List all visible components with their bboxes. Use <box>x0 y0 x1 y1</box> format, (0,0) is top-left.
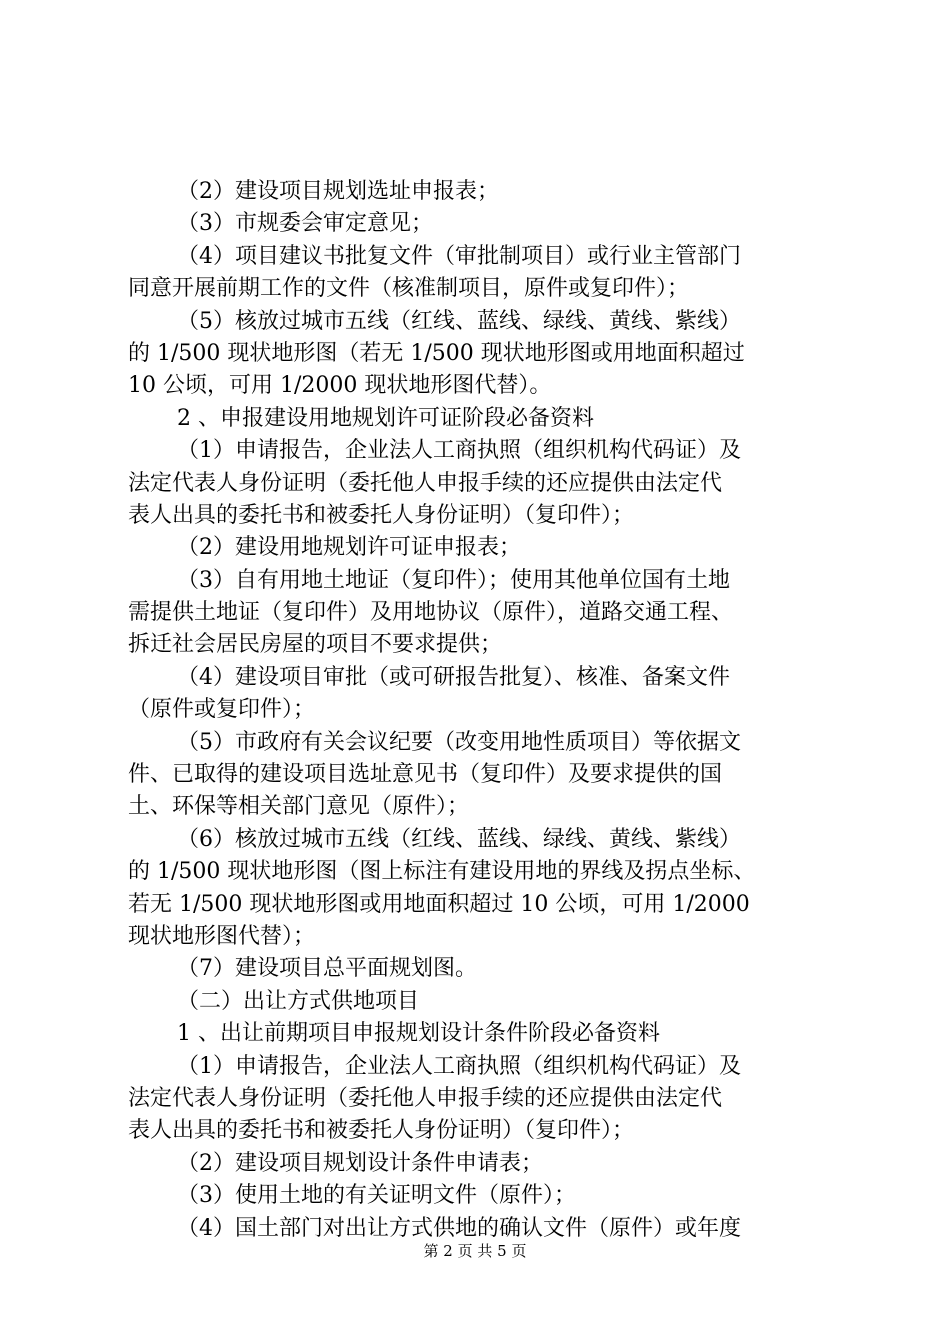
text-line: 表人出具的委托书和被委托人身份证明）（复印件）； <box>128 1118 635 1144</box>
text-line: 的 1/500 现状地形图（图上标注有建设用地的界线及拐点坐标、 <box>128 859 756 885</box>
text-line: （2）建设项目规划选址申报表； <box>177 179 499 204</box>
text-line: （4）项目建议书批复文件（审批制项目）或行业主管部门 <box>177 243 741 269</box>
text-line: 现状地形图代替）； <box>128 923 316 949</box>
text-line: （4）国土部门对出让方式供地的确认文件（原件）或年度 <box>177 1215 741 1241</box>
text-line: 法定代表人身份证明（委托他人申报手续的还应提供由法定代 <box>128 1085 723 1111</box>
text-line: 10 公顷，可用 1/2000 现状地形图代替）。 <box>128 373 552 399</box>
text-line: （2）建设项目规划设计条件申请表； <box>177 1150 543 1176</box>
text-line: 2 、申报建设用地规划许可证阶段必备资料 <box>177 405 594 431</box>
text-line: 件、已取得的建设项目选址意见书（复印件）及要求提供的国 <box>128 762 723 788</box>
page-footer: 第 2 页 共 5 页 <box>423 1242 527 1260</box>
text-line: 表人出具的委托书和被委托人身份证明）（复印件）； <box>128 502 635 528</box>
text-line: 拆迁社会居民房屋的项目不要求提供； <box>128 632 503 658</box>
text-line: （2）建设用地规划许可证申报表； <box>177 535 521 561</box>
document-body <box>128 176 834 1245</box>
text-line: （7）建设项目总平面规划图。 <box>177 956 477 982</box>
text-line: 1 、出让前期项目申报规划设计条件阶段必备资料 <box>177 1021 660 1047</box>
text-line: （3）自有用地土地证（复印件）；使用其他单位国有土地 <box>177 567 730 593</box>
text-line: （5）核放过城市五线（红线、蓝线、绿线、黄线、紫线） <box>177 308 741 334</box>
text-line: 的 1/500 现状地形图（若无 1/500 现状地形图或用地面积超过 <box>128 340 745 366</box>
text-line: （1）申请报告，企业法人工商执照（组织机构代码证）及 <box>177 1053 741 1079</box>
text-line: （二）出让方式供地项目 <box>177 988 420 1014</box>
text-line: 同意开展前期工作的文件（核准制项目，原件或复印件）； <box>128 276 690 302</box>
text-line: 若无 1/500 现状地形图或用地面积超过 10 公顷，可用 1/2000 <box>128 891 750 917</box>
text-line: （5）市政府有关会议纪要（改变用地性质项目）等依据文 <box>177 729 741 755</box>
text-line: 需提供土地证（复印件）及用地协议（原件），道路交通工程、 <box>128 600 734 626</box>
text-line: 土、环保等相关部门意见（原件）； <box>128 794 470 820</box>
text-line: 法定代表人身份证明（委托他人申报手续的还应提供由法定代 <box>128 470 723 496</box>
text-line: （4）建设项目审批（或可研报告批复）、核准、备案文件 <box>177 664 730 690</box>
text-line: （1）申请报告，企业法人工商执照（组织机构代码证）及 <box>177 438 741 464</box>
text-line: （3）市规委会审定意见； <box>177 211 433 237</box>
text-line: （6）核放过城市五线（红线、蓝线、绿线、黄线、紫线） <box>177 826 741 852</box>
text-line: （原件或复印件）； <box>128 697 316 723</box>
text-line: （3）使用土地的有关证明文件（原件）； <box>177 1183 576 1209</box>
